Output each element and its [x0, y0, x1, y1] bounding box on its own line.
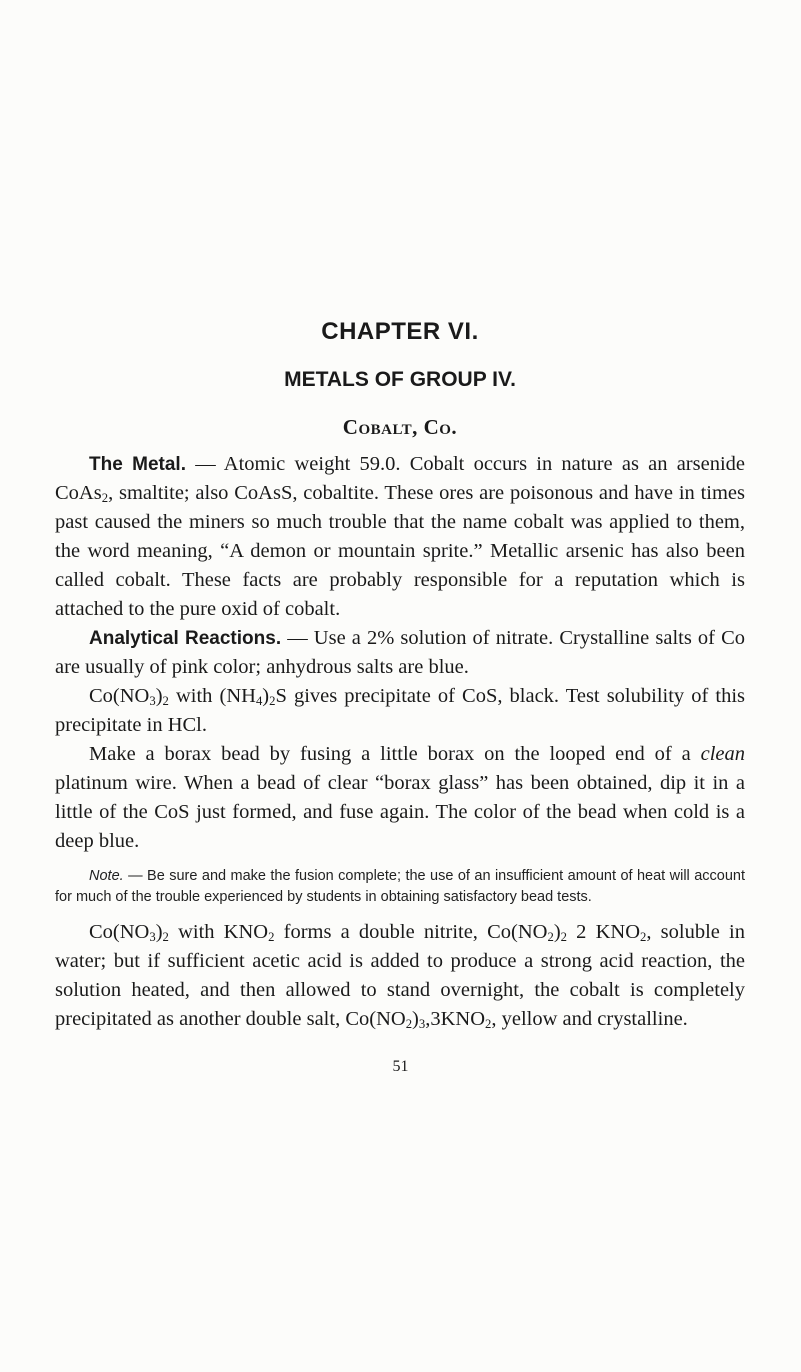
page-number: 51: [392, 1058, 409, 1075]
element-subtitle: Cobalt, Co.: [342, 415, 458, 439]
paragraph-the-metal: The Metal. — Atomic weight 59.0. Cobalt occurs in nature as an arsenide CoAs$_2$, smaltite; also CoAsS, cobaltite. These ores are poisonous and have in times past caused the miners so much trouble that the name cobalt was applied to them, the word meaning, “A demon or mountain sprite.” Metallic arsenic has also been called cobalt. These facts are probably responsible for a reputation which is attached to the pure oxid of cobalt.: [55, 453, 745, 620]
chapter-title: CHAPTER VI.: [321, 318, 479, 345]
paragraph-lead: The Metal.: [89, 454, 186, 475]
paragraph-analytical-reactions: Analytical Reactions. — Use a 2% solution of nitrate. Crystalline salts of Co are usually of pink color; anhydrous salts are blue.: [55, 627, 746, 678]
note-lead: Note.: [89, 868, 124, 884]
paragraph-precipitate: $Co(NO_3)_2$ with $(NH_4)_2S$ gives precipitate of CoS, black. Test solubility of this precipitate in HCl.: [55, 685, 745, 736]
section-title: METALS OF GROUP IV.: [284, 368, 516, 391]
paragraph-borax-bead: Make a borax bead by fusing a little borax on the looped end of a clean platinum wire. When a bead of clear “borax glass” has been obtained, dip it in a little of the CoS just formed, and fuse again. The color of the bead when cold is a deep blue.: [55, 743, 745, 852]
paragraph-lead: Analytical Reactions.: [89, 628, 282, 649]
note-paragraph: Note. — Be sure and make the fusion complete; the use of an insufficient amount of heat will account for much of the trouble experienced by students in obtaining satisfactory bead tests.: [55, 868, 745, 905]
book-page: [55, 312, 745, 1034]
paragraph-double-nitrite: $Co(NO_3)_2$ with $KNO_2$ forms a double nitrite, $Co(NO_2)_2$ 2 $KNO_2$, soluble in water; but if sufficient acetic acid is added to produce a strong acid reaction, the solution heated, and then allowed to stand overnight, the cobalt is completely precipitated as another double salt, $Co(NO_2)_3,3KNO_2$, yellow and crystalline.: [55, 921, 745, 1032]
